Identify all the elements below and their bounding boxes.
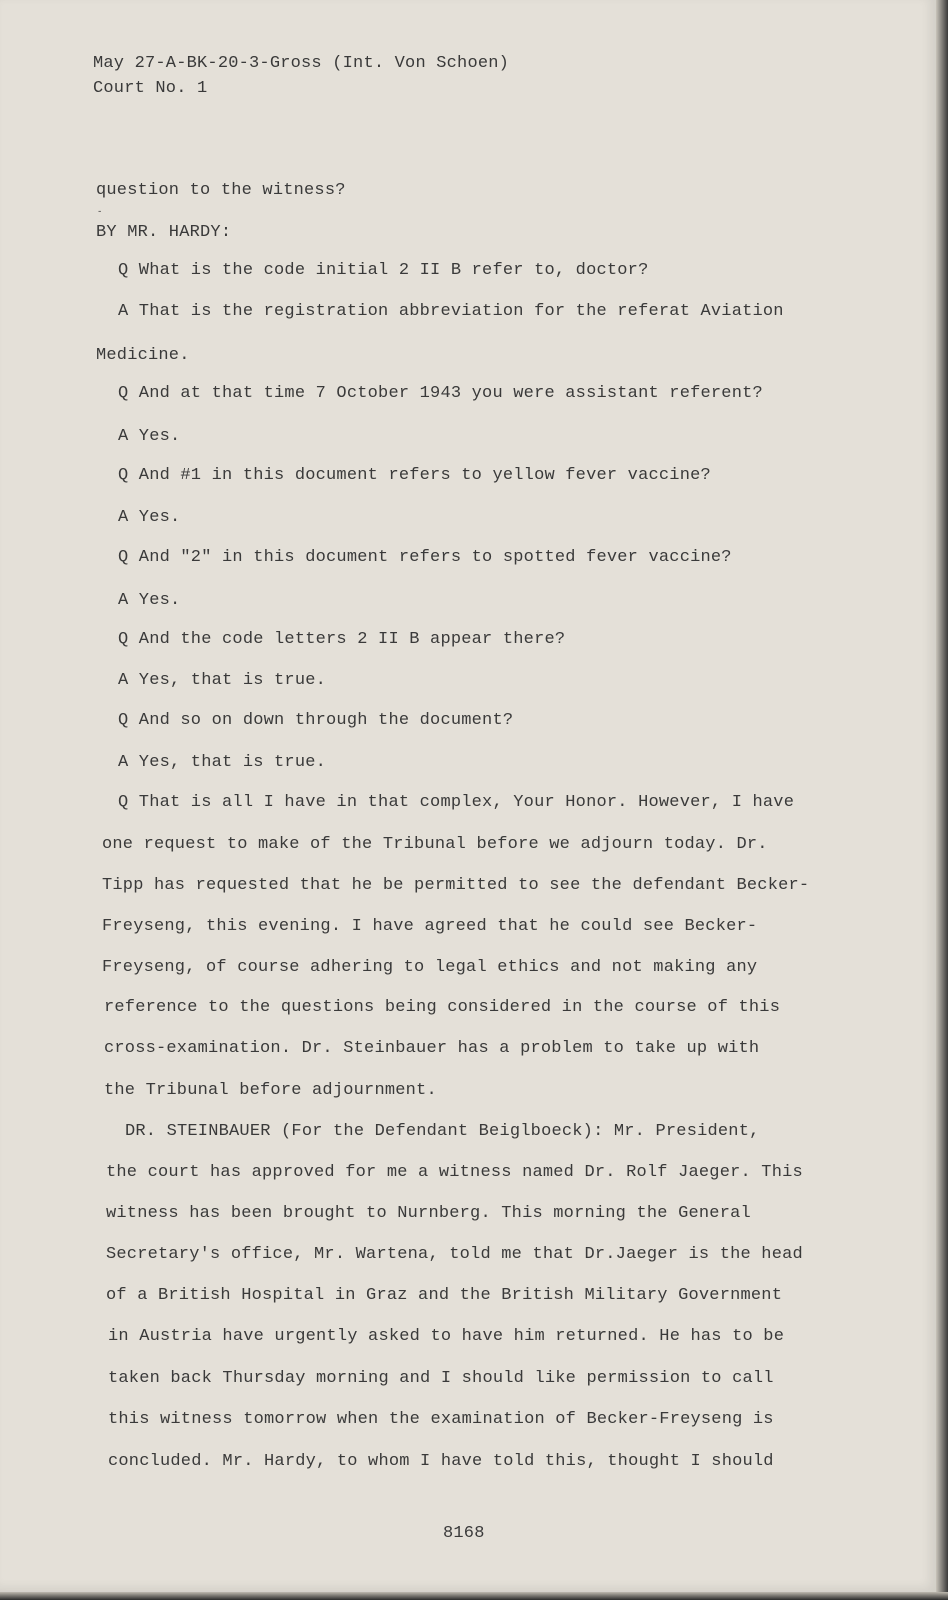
transcript-line: Freyseng, this evening. I have agreed that he could see Becker- [102,917,758,936]
page-number: 8168 [443,1524,485,1543]
transcript-line: Freyseng, of course adhering to legal ethics and not making any [102,958,758,977]
transcript-line: question to the witness? [96,181,346,200]
transcript-line: A Yes. [118,508,181,527]
stray-mark: - [97,207,103,217]
transcript-line: this witness tomorrow when the examination of Becker-Freyseng is [108,1410,774,1429]
header-case-reference: May 27-A-BK-20-3-Gross (Int. Von Schoen) [93,54,510,73]
transcript-line: A Yes, that is true. [118,753,327,772]
header-court-number: Court No. 1 [93,79,208,98]
transcript-line: Q And so on down through the document? [118,711,514,730]
transcript-line: BY MR. HARDY: [96,223,232,242]
transcript-line: the Tribunal before adjournment. [104,1081,437,1100]
transcript-line: one request to make of the Tribunal before we adjourn today. Dr. [102,835,768,854]
transcript-line: Q And at that time 7 October 1943 you were assistant referent? [118,384,763,403]
transcript-line: A Yes, that is true. [118,671,327,690]
transcript-line: A Yes. [118,427,181,446]
transcript-line: in Austria have urgently asked to have him returned. He has to be [108,1327,785,1346]
transcript-line: Q And the code letters 2 II B appear there? [118,630,566,649]
transcript-line: DR. STEINBAUER (For the Defendant Beiglboeck): Mr. President, [125,1122,760,1141]
scan-edge-right [936,0,948,1600]
transcript-line: witness has been brought to Nurnberg. This morning the General [106,1204,751,1223]
transcript-line: cross-examination. Dr. Steinbauer has a problem to take up with [104,1039,760,1058]
transcript-line: of a British Hospital in Graz and the British Military Government [106,1286,783,1305]
transcript-line: A That is the registration abbreviation for the referat Aviation [118,302,784,321]
transcript-line: Q That is all I have in that complex, Your Honor. However, I have [118,793,795,812]
transcript-line: concluded. Mr. Hardy, to whom I have told this, thought I should [108,1452,774,1471]
scan-edge-bottom [0,1592,948,1600]
transcript-line: Tipp has requested that he be permitted to see the defendant Becker- [102,876,810,895]
transcript-line: reference to the questions being considered in the course of this [104,998,781,1017]
transcript-line: Q And #1 in this document refers to yellow fever vaccine? [118,466,711,485]
transcript-line: Medicine. [96,346,190,365]
transcript-line: Q What is the code initial 2 II B refer to, doctor? [118,261,649,280]
transcript-line: Secretary's office, Mr. Wartena, told me that Dr.Jaeger is the head [106,1245,803,1264]
transcript-line: Q And "2" in this document refers to spotted fever vaccine? [118,548,732,567]
transcript-line: taken back Thursday morning and I should like permission to call [108,1369,774,1388]
transcript-line: the court has approved for me a witness named Dr. Rolf Jaeger. This [106,1163,803,1182]
transcript-line: A Yes. [118,591,181,610]
